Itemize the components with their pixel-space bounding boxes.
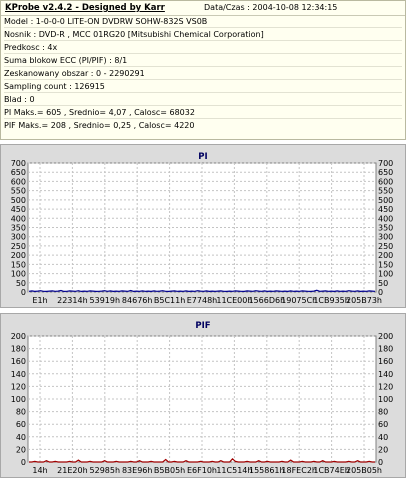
pi-y-tick-right: 200: [378, 251, 394, 261]
info-line-sampling: Sampling count : 126915: [4, 81, 402, 93]
pif-x-tick-label: 21E20h: [57, 466, 88, 475]
pi-x-tick-label: 205B73h: [345, 296, 383, 305]
pif-y-tick-right: 60: [378, 420, 389, 430]
pif-y-tick-right: 140: [378, 369, 394, 379]
pi-x-tick-label: 1566D6h: [248, 296, 286, 305]
pif-y-tick-right: 100: [378, 395, 394, 404]
pif-y-tick-left: 120: [10, 382, 26, 392]
pif-x-tick-label: 14h: [32, 466, 48, 475]
info-panel: [0, 0, 406, 140]
pi-y-tick-left: 550: [10, 186, 26, 196]
pi-y-tick-right: 400: [378, 214, 394, 224]
pi-y-tick-right: 550: [378, 186, 394, 196]
pif-y-tick-left: 60: [15, 420, 26, 430]
pi-y-tick-left: 400: [10, 214, 26, 224]
pi-x-tick-label: 1CB935h: [313, 296, 350, 305]
pi-y-tick-left: 700: [10, 159, 26, 168]
pi-x-tick-label: 11CE00h: [216, 296, 253, 305]
info-line-media: Nosnik : DVD-R , MCC 01RG20 [Mitsubishi Chemical Corporation]: [4, 29, 402, 41]
pi-chart-title: PI: [198, 152, 208, 162]
pi-x-tick-label: E7748h: [186, 296, 218, 305]
pif-y-tick-right: 40: [378, 432, 389, 442]
pi-y-tick-left: 50: [15, 278, 26, 288]
pi-y-tick-left: 0: [20, 288, 26, 297]
pif-y-tick-right: 200: [378, 332, 394, 341]
pi-y-tick-left: 350: [10, 223, 26, 233]
pif-y-tick-left: 140: [10, 369, 26, 379]
info-line-pif-stats: PIF Maks.= 208 , Srednio= 0,25 , Calosc= 4220: [4, 121, 195, 130]
pif-chart: [1, 314, 405, 477]
info-line-area: Zeskanowany obszar : 0 - 2290291: [4, 68, 402, 80]
pi-chart: [1, 145, 405, 307]
pif-x-tick-label: 1CB74Eh: [313, 466, 350, 475]
pif-y-tick-right: 80: [378, 407, 389, 417]
pif-y-tick-right: 180: [378, 344, 394, 354]
pi-y-tick-right: 150: [378, 260, 394, 270]
pif-y-tick-right: 120: [378, 382, 394, 392]
pi-x-tick-label: 84676h: [121, 296, 153, 305]
pif-y-tick-left: 0: [20, 458, 26, 467]
pif-y-tick-left: 180: [10, 344, 26, 354]
pif-x-tick-label: 18FEC2h: [281, 466, 317, 475]
pi-y-tick-left: 600: [10, 177, 26, 187]
pi-y-tick-right: 50: [378, 278, 389, 288]
pi-y-tick-left: 100: [10, 269, 26, 279]
pif-y-tick-left: 80: [15, 407, 26, 417]
pif-y-tick-left: 160: [10, 357, 26, 367]
pi-y-tick-left: 250: [10, 241, 26, 251]
pif-y-tick-left: 100: [10, 395, 26, 404]
pif-x-tick-label: 52985h: [89, 466, 121, 475]
pi-y-tick-right: 0: [378, 288, 384, 297]
pi-x-tick-label: B5C11h: [153, 296, 186, 305]
pi-y-tick-left: 500: [10, 195, 26, 205]
pif-y-tick-right: 160: [378, 357, 394, 367]
pi-y-tick-right: 650: [378, 168, 394, 178]
pi-y-tick-right: 100: [378, 269, 394, 279]
pif-y-tick-left: 20: [15, 445, 26, 455]
info-header: [1, 1, 405, 16]
date-time: Data/Czas : 2004-10-08 12:34:15: [204, 3, 338, 12]
pi-y-tick-right: 700: [378, 159, 394, 168]
pif-chart-title: PIF: [195, 321, 211, 331]
pi-y-tick-right: 300: [378, 232, 394, 242]
pi-y-tick-left: 450: [10, 205, 26, 215]
info-line-pi-stats: PI Maks.= 605 , Srednio= 4,07 , Calosc= 68032: [4, 107, 402, 119]
pi-x-tick-label: E1h: [32, 296, 48, 305]
pi-y-tick-right: 600: [378, 177, 394, 187]
pif-y-tick-right: 20: [378, 445, 389, 455]
pif-y-tick-left: 200: [10, 332, 26, 341]
pi-x-tick-label: 19075Ch: [281, 296, 318, 305]
pi-y-tick-right: 450: [378, 205, 394, 215]
pif-x-tick-label: 205B05h: [345, 466, 383, 475]
pif-x-tick-label: B5B05h: [153, 466, 186, 475]
app-title: KProbe v2.4.2 - Designed by Karr: [5, 3, 165, 13]
pif-x-tick-label: E6F10h: [187, 466, 217, 475]
pif-y-tick-right: 0: [378, 458, 384, 467]
pi-x-tick-label: 53919h: [89, 296, 121, 305]
info-line-ecc: Suma blokow ECC (PI/PIF) : 8/1: [4, 55, 402, 67]
info-line-model: Model : 1-0-0-0 LITE-ON DVDRW SOHW-832S VS0B: [4, 16, 402, 28]
pif-y-tick-left: 40: [15, 432, 26, 442]
pi-y-tick-left: 150: [10, 260, 26, 270]
pi-y-tick-left: 650: [10, 168, 26, 178]
pi-y-tick-right: 500: [378, 195, 394, 205]
info-line-error: Blad : 0: [4, 94, 402, 106]
pif-x-tick-label: 83E96h: [121, 466, 153, 475]
info-line-speed: Predkosc : 4x: [4, 42, 402, 54]
pif-chart-panel: [0, 313, 406, 478]
pi-y-tick-right: 250: [378, 241, 394, 251]
pi-y-tick-left: 300: [10, 232, 26, 242]
pi-x-tick-label: 22314h: [57, 296, 88, 305]
pi-y-tick-right: 350: [378, 223, 394, 233]
pi-chart-panel: [0, 144, 406, 308]
pif-x-tick-label: 155861h: [248, 466, 285, 475]
pi-y-tick-left: 200: [10, 251, 26, 261]
pif-x-tick-label: 11C514h: [216, 466, 253, 475]
